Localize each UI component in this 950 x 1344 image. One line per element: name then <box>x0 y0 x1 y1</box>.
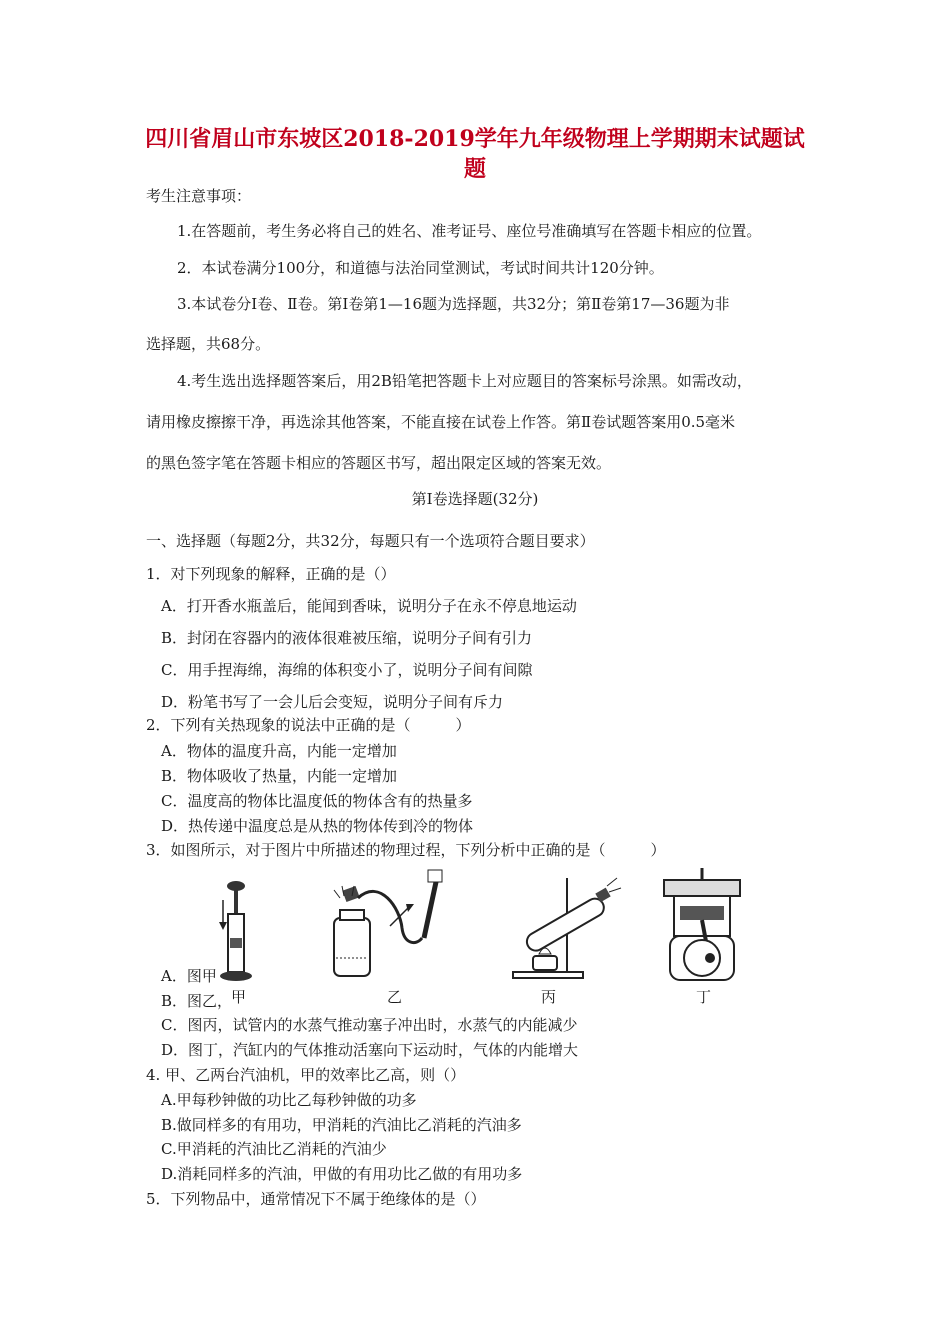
question-4-option-c: C.甲消耗的汽油比乙消耗的汽油少 <box>161 1140 387 1158</box>
question-3-option-c: C．图丙，试管内的水蒸气推动塞子冲出时，水蒸气的内能减少 <box>161 1016 578 1034</box>
page-title-line2: 题 <box>463 156 486 182</box>
figure-jia-pump-illustration <box>210 878 260 988</box>
question-1-option-b: B．封闭在容器内的液体很难被压缩，说明分子间有引力 <box>161 629 533 647</box>
figure-label-bing: 丙 <box>541 988 557 1006</box>
question-4-option-d: D.消耗同样多的汽油，甲做的有用功比乙做的有用功多 <box>161 1165 523 1183</box>
notice-item-3b: 选择题，共68分。 <box>146 335 271 353</box>
notice-item-4a: 4.考生选出选择题答案后，用2B铅笔把答题卡上对应题目的答案标号涂黑。如需改动， <box>177 372 752 390</box>
question-3-option-d: D．图丁，汽缸内的气体推动活塞向下运动时，气体的内能增大 <box>161 1041 579 1059</box>
question-4-stem: 4. 甲、乙两台汽油机，甲的效率比乙高，则（） <box>146 1066 466 1084</box>
notice-item-4b: 请用橡皮擦擦干净，再选涂其他答案，不能直接在试卷上作答。第Ⅱ卷试题答案用0.5毫米 <box>146 413 736 431</box>
figure-ding-engine-illustration <box>660 866 745 984</box>
section-title: 第Ⅰ卷选择题(32分) <box>411 490 539 508</box>
question-2-option-d: D．热传递中温度总是从热的物体传到冷的物体 <box>161 817 474 835</box>
page-title-line1: 四川省眉山市东坡区2018-2019学年九年级物理上学期期末试题试 <box>145 126 805 152</box>
part-heading: 一、选择题（每题2分，共32分，每题只有一个选项符合题目要求） <box>146 532 595 550</box>
question-1-option-c: C．用手捏海绵，海绵的体积变小了，说明分子间有间隙 <box>161 661 533 679</box>
notice-item-1: 1.在答题前，考生务必将自己的姓名、准考证号、座位号准确填写在答题卡相应的位置。 <box>177 222 762 240</box>
question-1-option-d: D．粉笔书写了一会儿后会变短，说明分子间有斥力 <box>161 693 504 711</box>
figure-bing-test-tube-illustration <box>505 876 625 981</box>
question-2-stem: 2．下列有关热现象的说法中正确的是（ ） <box>146 716 471 734</box>
figure-label-jia: 甲 <box>231 988 247 1006</box>
notice-heading: 考生注意事项： <box>146 187 252 205</box>
figure-label-yi: 乙 <box>387 988 403 1006</box>
question-5-stem: 5．下列物品中，通常情况下不属于绝缘体的是（） <box>146 1190 486 1208</box>
question-3-option-b: B．图乙， <box>161 992 233 1010</box>
figure-label-ding: 丁 <box>696 988 712 1006</box>
figure-yi-bottle-illustration <box>330 868 470 980</box>
question-3-stem: 3．如图所示，对于图片中所描述的物理过程，下列分析中正确的是（ ） <box>146 841 666 859</box>
notice-item-3a: 3.本试卷分Ⅰ卷、Ⅱ卷。第Ⅰ卷第1—16题为选择题，共32分；第Ⅱ卷第17—36题为非 <box>177 295 730 313</box>
question-2-option-c: C．温度高的物体比温度低的物体含有的热量多 <box>161 792 473 810</box>
question-1-option-a: A．打开香水瓶盖后，能闻到香味，说明分子在永不停息地运动 <box>161 597 577 615</box>
notice-item-2: 2．本试卷满分100分，和道德与法治同堂测试，考试时间共计120分钟。 <box>177 259 664 277</box>
question-4-option-b: B.做同样多的有用功，甲消耗的汽油比乙消耗的汽油多 <box>161 1116 522 1134</box>
notice-item-4c: 的黑色签字笔在答题卡相应的答题区书写，超出限定区域的答案无效。 <box>146 454 612 472</box>
question-2-option-a: A．物体的温度升高，内能一定增加 <box>161 742 397 760</box>
question-3-option-a: A．图甲 <box>161 967 217 985</box>
question-2-option-b: B．物体吸收了热量，内能一定增加 <box>161 767 398 785</box>
question-4-option-a: A.甲每秒钟做的功比乙每秒钟做的功多 <box>161 1091 417 1109</box>
question-1-stem: 1．对下列现象的解释，正确的是（） <box>146 565 396 583</box>
